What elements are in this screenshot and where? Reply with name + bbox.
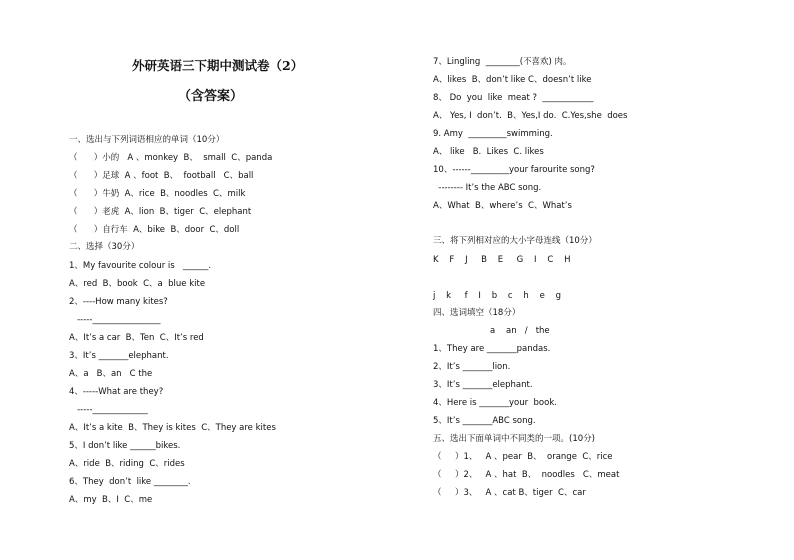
section-3-header: 三、将下列相对应的大小字母连线（10分） (433, 236, 597, 246)
q10-options: A、What B、where’s C、What’s (433, 201, 572, 211)
s4-item: 2、It’s _______lion. (433, 362, 511, 372)
section-1-header: 一、选出与下列词语相应的单词（10分） (69, 135, 225, 145)
section-2-header: 二、选择（30分） (69, 242, 140, 252)
exam-title: 外研英语三下期中测试卷（2） (132, 58, 304, 73)
uppercase-letters: K F J B E G I C H (433, 255, 571, 265)
q9-text: 9. Amy _________swimming. (433, 129, 553, 139)
s1-item: （ ）老虎 A、lion B、tiger C、elephant (69, 207, 252, 217)
q9-options: A、 like B. Likes C. likes (433, 147, 544, 157)
s2-line: A、my B、I C、me (69, 495, 153, 505)
s4-item: 5、It’s _______ABC song. (433, 416, 536, 426)
q7-text: 7、Lingling ________(不喜欢) 肉。 (433, 57, 572, 67)
q8-text: 8、 Do you like meat ? ____________ (433, 93, 594, 103)
word-bank: a an / the (490, 326, 550, 336)
section-5-header: 五、选出下面单词中不同类的一项。(10分) (433, 434, 595, 444)
s2-line: -----________________ (69, 315, 161, 325)
s2-line: A、a B、an C the (69, 369, 153, 379)
q8-options: A、 Yes, I don’t. B、Yes,I do. C.Yes,she does (433, 111, 628, 121)
s2-line: 1、My favourite colour is ______. (69, 261, 212, 271)
q7-options: A、likes B、don’t like C、doesn’t like (433, 75, 592, 85)
section-4-header: 四、选词填空（18分） (433, 308, 521, 318)
s2-line: 5、I don’t like ______bikes. (69, 441, 181, 451)
s1-item: （ ）足球 A 、foot B、 football C、ball (69, 171, 254, 181)
s2-line: 3、It’s _______elephant. (69, 351, 169, 361)
s2-line: A、It’s a kite B、They is kites C、They are kites (69, 423, 276, 433)
s1-item: （ ）自行车 A、bike B、door C、doll (69, 225, 240, 235)
s2-line: 2、----How many kites? (69, 297, 168, 307)
s1-item: （ ）小的 A 、monkey B、 small C、panda (69, 153, 273, 163)
s4-item: 3、It’s _______elephant. (433, 380, 533, 390)
lowercase-letters: j k f I b c h e g (433, 291, 562, 301)
s5-item: （ ）2、 A 、hat B、 noodles C、meat (433, 470, 620, 480)
s2-line: A、It’s a car B、Ten C、It’s red (69, 333, 204, 343)
s5-item: （ ）1、 A 、pear B、 orange C、rice (433, 452, 613, 462)
s1-item: （ ）牛奶 A、rice B、noodles C、milk (69, 189, 246, 199)
s5-item: （ ）3、 A 、cat B、tiger C、car (433, 488, 586, 498)
s2-line: -----_____________ (69, 405, 148, 415)
exam-subtitle: （含答案） (178, 89, 244, 104)
s2-line: A、red B、book C、a blue kite (69, 279, 206, 289)
q10-text: 10、------_________your farourite song? (433, 165, 595, 175)
s4-item: 1、They are _______pandas. (433, 344, 551, 354)
q10-answer-line: -------- It’s the ABC song. (433, 183, 542, 193)
s2-line: A、ride B、riding C、rides (69, 459, 185, 469)
s4-item: 4、Here is _______your book. (433, 398, 557, 408)
s2-line: 4、-----What are they? (69, 387, 164, 397)
s2-line: 6、They don’t like ________. (69, 477, 191, 487)
